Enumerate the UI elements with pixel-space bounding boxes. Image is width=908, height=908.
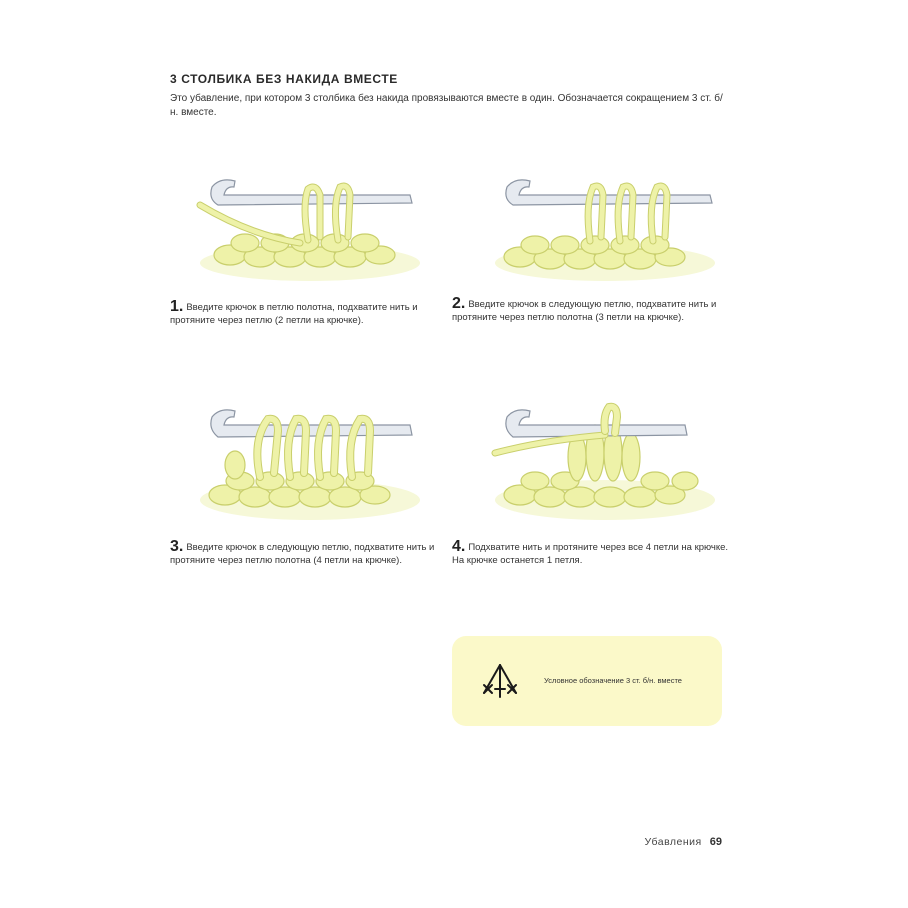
illustration-step-1 xyxy=(190,165,430,285)
intro-text: Это убавление, при котором 3 столбика без накида провязываются вместе в один. Обозначается сокращением 3 ст. б/н. вместе. xyxy=(170,93,723,118)
page-footer xyxy=(600,836,722,848)
illustration-step-3 xyxy=(190,395,430,525)
step-2-text xyxy=(452,297,732,324)
step-3-text xyxy=(170,540,450,567)
step-4-number: 4. xyxy=(452,538,466,555)
step-1-description: Введите крючок в петлю полотна, подхватите нить и протяните через петлю (2 петли на крючке). xyxy=(170,302,418,326)
footer-section-title: Убавления xyxy=(644,836,702,848)
step-1-number: 1. xyxy=(170,298,184,315)
step-3-number: 3. xyxy=(170,538,184,555)
step-2-description: Введите крючок в следующую петлю, подхватите нить и протяните через петлю полотна (3 петли на крючке). xyxy=(452,299,717,323)
step-1-text xyxy=(170,300,450,327)
section-heading: 3 СТОЛБИКА БЕЗ НАКИДА ВМЕСТЕ xyxy=(170,72,398,86)
illustration-step-2 xyxy=(485,165,725,285)
step-4-text xyxy=(452,540,732,567)
symbol-note-text: Условное обозначение 3 ст. б/н. вместе xyxy=(544,676,682,685)
page-number: 69 xyxy=(709,836,722,848)
step-4-description: Подхватите нить и протяните через все 4 петли на крючке. На крючке останется 1 петля. xyxy=(452,542,729,566)
illustration-step-4 xyxy=(485,395,725,525)
decrease-symbol-icon xyxy=(478,661,522,701)
step-3-description: Введите крючок в следующую петлю, подхватите нить и протяните через петлю полотна (4 петли на крючке). xyxy=(170,542,435,566)
step-2-number: 2. xyxy=(452,295,466,312)
symbol-note-box xyxy=(452,636,722,726)
